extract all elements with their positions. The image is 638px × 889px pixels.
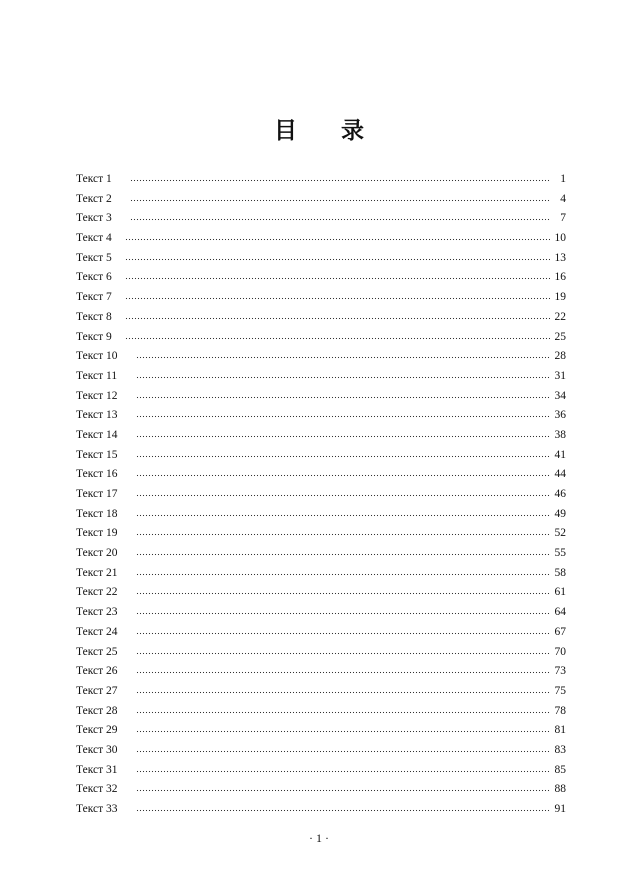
toc-dot-leader xyxy=(136,763,550,773)
toc-entry-13[interactable] xyxy=(76,406,566,426)
toc-entry-label: Текст 1 xyxy=(76,173,112,185)
toc-entry-27[interactable] xyxy=(76,682,566,702)
toc-entry-2[interactable] xyxy=(76,190,566,210)
toc-entry-page-number: 19 xyxy=(554,291,566,304)
toc-entry-26[interactable] xyxy=(76,662,566,682)
toc-entry-page-number: 58 xyxy=(554,566,566,579)
toc-entry-label: Текст 33 xyxy=(76,803,118,815)
toc-entry-5[interactable] xyxy=(76,249,566,269)
toc-entry-page-number: 73 xyxy=(554,665,566,678)
toc-dot-leader xyxy=(136,605,550,615)
toc-dot-leader xyxy=(136,389,550,399)
toc-entry-label: Текст 18 xyxy=(76,507,118,520)
toc-dot-leader xyxy=(136,723,550,733)
toc-entry-label: Текст 20 xyxy=(76,547,118,560)
toc-entry-label: Текст 6 xyxy=(76,271,112,284)
toc-dot-leader xyxy=(136,349,550,359)
toc-dot-leader xyxy=(136,802,550,812)
toc-entry-page-number: 34 xyxy=(554,389,566,402)
toc-entry-17[interactable] xyxy=(76,485,566,505)
toc-dot-leader xyxy=(136,526,550,536)
toc-entry-label: Текст 26 xyxy=(76,665,118,678)
page-number-footer: · 1 · xyxy=(309,831,329,845)
toc-entry-label: Текст 30 xyxy=(76,743,118,756)
toc-dot-leader xyxy=(136,467,550,477)
toc-entry-29[interactable] xyxy=(76,721,566,741)
toc-entry-label: Текст 14 xyxy=(76,428,118,441)
toc-entry-page-number: 41 xyxy=(554,448,566,461)
toc-dot-leader xyxy=(130,172,550,182)
toc-entry-label: Текст 7 xyxy=(76,291,112,304)
toc-entry-9[interactable] xyxy=(76,328,566,348)
toc-entry-15[interactable] xyxy=(76,446,566,466)
toc-dot-leader xyxy=(136,664,550,674)
toc-entry-label: Текст 32 xyxy=(76,783,118,796)
toc-entry-page-number: 49 xyxy=(554,507,566,520)
toc-entry-page-number: 10 xyxy=(554,232,566,245)
toc-entry-label: Текст 12 xyxy=(76,389,118,402)
toc-entry-33[interactable] xyxy=(76,800,566,820)
toc-entry-23[interactable] xyxy=(76,603,566,623)
toc-entry-page-number: 67 xyxy=(554,625,566,638)
toc-entry-1[interactable] xyxy=(76,170,566,190)
toc-entry-page-number: 88 xyxy=(554,783,566,796)
toc-dot-leader xyxy=(136,645,550,655)
toc-entry-label: Текст 5 xyxy=(76,251,112,264)
toc-dot-leader xyxy=(136,743,550,753)
toc-entry-32[interactable] xyxy=(76,780,566,800)
toc-dot-leader xyxy=(130,211,550,221)
toc-entry-page-number: 1 xyxy=(560,173,566,185)
toc-dot-leader xyxy=(125,251,550,261)
toc-entry-8[interactable] xyxy=(76,308,566,328)
toc-entry-4[interactable] xyxy=(76,229,566,249)
toc-dot-leader xyxy=(136,369,550,379)
toc-entry-30[interactable] xyxy=(76,741,566,761)
toc-dot-leader xyxy=(136,546,550,556)
toc-entry-10[interactable] xyxy=(76,347,566,367)
toc-entry-page-number: 31 xyxy=(554,369,566,382)
toc-entry-6[interactable] xyxy=(76,268,566,288)
toc-entry-label: Текст 16 xyxy=(76,468,118,481)
toc-entry-label: Текст 8 xyxy=(76,310,112,323)
table-of-contents xyxy=(76,170,566,820)
toc-entry-18[interactable] xyxy=(76,505,566,525)
toc-entry-20[interactable] xyxy=(76,544,566,564)
toc-entry-21[interactable] xyxy=(76,564,566,584)
toc-dot-leader xyxy=(136,487,550,497)
toc-dot-leader xyxy=(125,290,550,300)
toc-dot-leader xyxy=(136,448,550,458)
toc-dot-leader xyxy=(136,585,550,595)
toc-entry-page-number: 16 xyxy=(554,271,566,284)
toc-entry-3[interactable] xyxy=(76,209,566,229)
toc-entry-page-number: 85 xyxy=(554,763,566,776)
toc-entry-label: Текст 10 xyxy=(76,350,118,363)
toc-entry-label: Текст 29 xyxy=(76,724,118,737)
toc-entry-page-number: 13 xyxy=(554,251,566,264)
toc-dot-leader xyxy=(125,330,550,340)
toc-entry-label: Текст 25 xyxy=(76,645,118,658)
toc-dot-leader xyxy=(136,684,550,694)
toc-entry-22[interactable] xyxy=(76,583,566,603)
toc-entry-page-number: 22 xyxy=(554,310,566,323)
toc-entry-page-number: 61 xyxy=(554,586,566,599)
toc-entry-label: Текст 31 xyxy=(76,763,118,776)
toc-entry-page-number: 55 xyxy=(554,547,566,560)
toc-entry-page-number: 36 xyxy=(554,409,566,422)
toc-entry-19[interactable] xyxy=(76,524,566,544)
toc-entry-page-number: 81 xyxy=(554,724,566,737)
toc-dot-leader xyxy=(136,625,550,635)
toc-entry-11[interactable] xyxy=(76,367,566,387)
toc-dot-leader xyxy=(136,408,550,418)
toc-entry-label: Текст 28 xyxy=(76,704,118,717)
toc-dot-leader xyxy=(136,428,550,438)
toc-entry-page-number: 70 xyxy=(554,645,566,658)
toc-dot-leader xyxy=(130,192,550,202)
toc-entry-label: Текст 23 xyxy=(76,606,118,619)
toc-entry-page-number: 75 xyxy=(554,684,566,697)
toc-entry-14[interactable] xyxy=(76,426,566,446)
toc-entry-label: Текст 15 xyxy=(76,448,118,461)
toc-entry-label: Текст 21 xyxy=(76,566,118,579)
toc-dot-leader xyxy=(125,270,550,280)
toc-entry-page-number: 38 xyxy=(554,428,566,441)
toc-entry-25[interactable] xyxy=(76,643,566,663)
toc-entry-16[interactable] xyxy=(76,465,566,485)
toc-entry-7[interactable] xyxy=(76,288,566,308)
toc-entry-label: Текст 2 xyxy=(76,192,112,205)
toc-dot-leader xyxy=(136,566,550,576)
toc-title: 目录 xyxy=(274,118,408,144)
toc-entry-12[interactable] xyxy=(76,387,566,407)
toc-entry-label: Текст 19 xyxy=(76,527,118,540)
toc-entry-label: Текст 4 xyxy=(76,232,112,245)
toc-entry-page-number: 7 xyxy=(560,212,566,225)
toc-entry-label: Текст 27 xyxy=(76,684,118,697)
toc-entry-label: Текст 22 xyxy=(76,586,118,599)
toc-entry-page-number: 25 xyxy=(554,330,566,343)
toc-entry-label: Текст 17 xyxy=(76,488,118,500)
toc-entry-31[interactable] xyxy=(76,761,566,781)
toc-dot-leader xyxy=(125,310,550,320)
toc-entry-24[interactable] xyxy=(76,623,566,643)
toc-entry-label: Текст 24 xyxy=(76,625,118,638)
toc-entry-28[interactable] xyxy=(76,702,566,722)
toc-dot-leader xyxy=(125,231,550,241)
toc-entry-page-number: 4 xyxy=(560,192,566,205)
toc-entry-page-number: 78 xyxy=(554,704,566,717)
toc-entry-page-number: 83 xyxy=(554,743,566,756)
toc-entry-page-number: 52 xyxy=(554,527,566,540)
toc-entry-label: Текст 3 xyxy=(76,212,112,225)
toc-entry-label: Текст 9 xyxy=(76,330,112,343)
toc-entry-page-number: 28 xyxy=(554,350,566,363)
toc-entry-page-number: 46 xyxy=(554,488,566,500)
toc-dot-leader xyxy=(136,507,550,517)
toc-entry-label: Текст 11 xyxy=(76,369,118,382)
toc-dot-leader xyxy=(136,704,550,714)
toc-entry-page-number: 91 xyxy=(554,803,566,815)
toc-entry-page-number: 64 xyxy=(554,606,566,619)
toc-dot-leader xyxy=(136,782,550,792)
toc-entry-page-number: 44 xyxy=(554,468,566,481)
toc-entry-label: Текст 13 xyxy=(76,409,118,422)
